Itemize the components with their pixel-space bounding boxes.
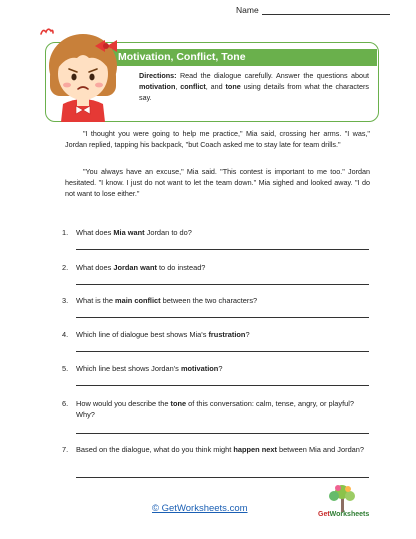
question-text: Based on the dialogue, what do you think might happen next between Mia and Jordan? bbox=[76, 445, 365, 454]
logo-text-get: Get bbox=[318, 511, 330, 518]
answer-line-1[interactable] bbox=[76, 249, 369, 250]
name-input-line[interactable] bbox=[262, 6, 390, 15]
question-number: 7. bbox=[62, 445, 69, 454]
question-number: 2. bbox=[62, 263, 69, 272]
logo-text-worksheets: Worksheets bbox=[329, 511, 370, 518]
question-text: What does Mia want Jordan to do? bbox=[76, 228, 192, 237]
getworksheets-logo-text bbox=[318, 511, 369, 518]
question-number: 1. bbox=[62, 228, 69, 237]
question-text: What is the main conflict between the two characters? bbox=[76, 296, 258, 305]
question-text: How would you describe the tone of this conversation: calm, tense, angry, or playful? Why? bbox=[76, 399, 354, 419]
passage-paragraph: "I thought you were going to help me practice," Mia said, crossing her arms. "I was," Jordan replied, tapping his backpack, "but Coach asked me to stay late for team drills." bbox=[65, 129, 370, 149]
directions-part1: Read the dialogue carefully. Answer the questions about bbox=[176, 71, 369, 80]
keyword-motivation: motivation bbox=[139, 82, 176, 91]
keyword-tone: tone bbox=[225, 82, 241, 91]
answer-line-4[interactable] bbox=[76, 351, 369, 352]
question-number: 5. bbox=[62, 364, 69, 373]
answer-line-5[interactable] bbox=[76, 385, 369, 386]
passage-paragraph: "You always have an excuse," Mia said. "This contest is important to me too." Jordan hesitated. "I know. I just do not want to let the team down." Mia sighed and looked away. "I do not want to lose either." bbox=[65, 167, 370, 198]
answer-line-3[interactable] bbox=[76, 317, 369, 318]
directions-text bbox=[139, 70, 369, 103]
keyword-conflict: conflict bbox=[180, 82, 206, 91]
question-text: Which line best shows Jordan's motivation? bbox=[76, 364, 223, 373]
dialogue-passage-1 bbox=[65, 128, 370, 150]
directions-part2: using details from what the characters say. bbox=[139, 82, 370, 102]
question-number: 4. bbox=[62, 330, 69, 339]
name-label: Name bbox=[236, 5, 259, 15]
directions-label: Directions: bbox=[139, 71, 177, 80]
question-text: What does Jordan want to do instead? bbox=[76, 263, 206, 272]
question-number: 3. bbox=[62, 296, 69, 305]
directions-sep1: , bbox=[175, 82, 181, 91]
question-text: Which line of dialogue best shows Mia's frustration? bbox=[76, 330, 250, 339]
dialogue-passage-2 bbox=[65, 166, 370, 199]
getworksheets-link[interactable]: © GetWorksheets.com bbox=[152, 503, 248, 514]
frustrated-girl-illustration bbox=[33, 22, 133, 122]
question-number: 6. bbox=[62, 399, 69, 408]
answer-line-6[interactable] bbox=[76, 433, 369, 434]
answer-line-7[interactable] bbox=[76, 477, 369, 478]
worksheet-title: Motivation, Conflict, Tone bbox=[118, 51, 246, 63]
name-row bbox=[236, 5, 390, 15]
directions-sep2: , and bbox=[205, 82, 226, 91]
answer-line-2[interactable] bbox=[76, 284, 369, 285]
